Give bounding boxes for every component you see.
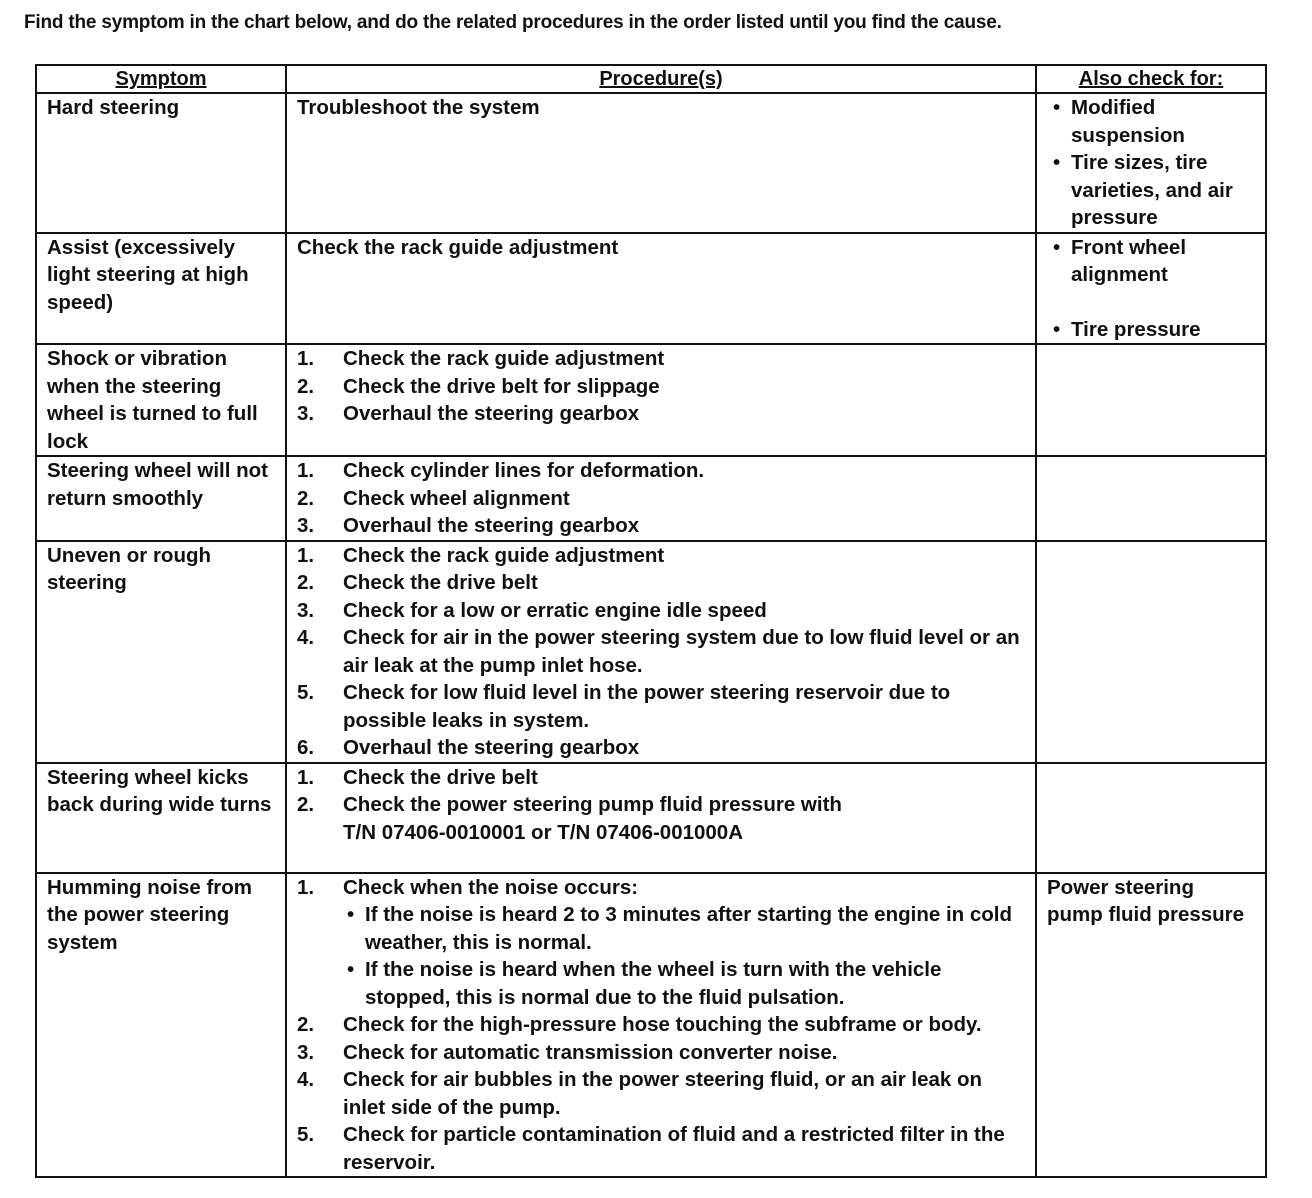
also-check-cell [1036, 541, 1266, 763]
table-header-row [36, 65, 1266, 93]
step-number: 1. [297, 543, 315, 567]
procedure-step [297, 485, 1025, 513]
procedure-step [297, 679, 1025, 734]
also-check-item: • Tire pressure [1047, 316, 1255, 344]
step-number: 4. [297, 626, 315, 649]
also-check-header: Also check for: [1036, 65, 1266, 93]
procedure-cell [286, 344, 1036, 456]
step-text: Overhaul the steering gearbox [343, 736, 640, 759]
procedure-cell: Troubleshoot the system [286, 93, 1036, 233]
step-number: 2. [297, 1013, 315, 1036]
also-check-cell [1036, 763, 1266, 873]
step-number: 1. [297, 459, 315, 482]
step-number: 2. [297, 571, 315, 594]
step-text: Check for a low or erratic engine idle speed [343, 598, 767, 622]
step-text: Check wheel alignment [343, 486, 570, 510]
step-text: Check the rack guide adjustment [343, 543, 665, 567]
table-row [36, 93, 1266, 233]
step-number: 5. [297, 1123, 315, 1146]
step-text: Overhaul the steering gearbox [343, 402, 640, 425]
step-number: 2. [297, 793, 315, 816]
step-text: Check the rack guide adjustment [343, 347, 665, 370]
procedure-step [297, 345, 1025, 373]
symptom-cell: Hard steering [36, 93, 286, 233]
also-check-cell [1036, 93, 1266, 233]
step-text: Check for particle contamination of fluid and a restricted filter in the reservoir. [343, 1123, 1005, 1174]
tool-number-text: T/N 07406-0010001 or T/N 07406-001000A [343, 820, 744, 844]
table-row [36, 233, 1266, 345]
procedure-step [297, 569, 1025, 597]
table-row [36, 456, 1266, 541]
sub-step: • If the noise is heard 2 to 3 minutes after starting the engine in cold weather, this is normal. [343, 901, 1025, 956]
step-text: Check for air in the power steering system due to low fluid level or an air leak at the pump inlet hose. [343, 626, 1020, 677]
step-text: Check the drive belt [343, 765, 538, 789]
table-row [36, 541, 1266, 763]
procedure-step [297, 624, 1025, 679]
procedure-step [297, 1011, 1025, 1039]
step-number: 2. [297, 486, 315, 510]
step-number: 5. [297, 681, 315, 704]
step-text: Check for low fluid level in the power steering reservoir due to possible leaks in system. [343, 681, 951, 732]
step-text: Check the drive belt [343, 571, 538, 594]
procedure-cell [286, 873, 1036, 1178]
chart-intro: Find the symptom in the chart below, and do the related procedures in the order listed until you find the cause. [24, 12, 1002, 33]
procedure-step [297, 791, 1025, 846]
procedure-step [297, 400, 1025, 428]
step-text: Check the drive belt for slippage [343, 374, 660, 398]
procedure-step [297, 457, 1025, 485]
procedure-cell [286, 763, 1036, 873]
procedure-step [297, 542, 1025, 570]
sub-step: • If the noise is heard when the wheel is turn with the vehicle stopped, this is normal due to the fluid pulsation. [343, 956, 1025, 1011]
procedures-header: Procedure(s) [286, 65, 1036, 93]
procedure-step [297, 597, 1025, 625]
step-number: 3. [297, 514, 315, 537]
step-text: Check for automatic transmission converter noise. [343, 1040, 838, 1064]
step-text: Check when the noise occurs: [343, 875, 639, 899]
symptom-cell: Humming noise from the power steering system [36, 873, 286, 1178]
procedure-step [297, 1039, 1025, 1067]
also-check-cell [1036, 344, 1266, 456]
symptom-cell: Steering wheel will not return smoothly [36, 456, 286, 541]
procedure-step [297, 734, 1025, 762]
troubleshooting-table [35, 64, 1267, 1178]
procedure-cell [286, 456, 1036, 541]
symptom-cell: Assist (excessively light steering at high speed) [36, 233, 286, 345]
step-text: Check for the high-pressure hose touching the subframe or body. [343, 1013, 982, 1036]
step-number: 2. [297, 374, 315, 398]
table-row [36, 763, 1266, 873]
also-check-cell [1036, 233, 1266, 345]
step-number: 1. [297, 765, 315, 789]
procedure-step [297, 1066, 1025, 1121]
step-text: Check cylinder lines for deformation. [343, 459, 705, 482]
also-check-item: • Front wheel alignment [1047, 234, 1255, 289]
table-row [36, 873, 1266, 1178]
step-text: Check the power steering pump fluid pressure with [343, 793, 842, 816]
procedure-step [297, 764, 1025, 792]
symptom-header: Symptom [36, 65, 286, 93]
symptom-cell: Uneven or rough steering [36, 541, 286, 763]
procedure-step [297, 874, 1025, 1012]
also-check-item: • Modified suspension [1047, 94, 1255, 149]
step-number: 3. [297, 598, 315, 622]
step-number: 4. [297, 1068, 315, 1091]
procedure-step [297, 512, 1025, 540]
also-check-cell: Power steering pump fluid pressure [1036, 873, 1266, 1178]
step-number: 3. [297, 1040, 315, 1064]
procedure-cell [286, 541, 1036, 763]
symptom-cell: Shock or vibration when the steering wheel is turned to full lock [36, 344, 286, 456]
step-number: 6. [297, 736, 315, 759]
step-number: 3. [297, 402, 315, 425]
step-number: 1. [297, 347, 315, 370]
step-text: Check for air bubbles in the power steering fluid, or an air leak on inlet side of the pump. [343, 1068, 983, 1119]
also-check-cell [1036, 456, 1266, 541]
procedure-step [297, 1121, 1025, 1176]
procedure-step [297, 373, 1025, 401]
also-check-item: • Tire sizes, tire varieties, and air pressure [1047, 149, 1255, 232]
symptom-cell: Steering wheel kicks back during wide turns [36, 763, 286, 873]
step-number: 1. [297, 875, 315, 899]
table-row [36, 344, 1266, 456]
step-text: Overhaul the steering gearbox [343, 514, 640, 537]
procedure-cell: Check the rack guide adjustment [286, 233, 1036, 345]
